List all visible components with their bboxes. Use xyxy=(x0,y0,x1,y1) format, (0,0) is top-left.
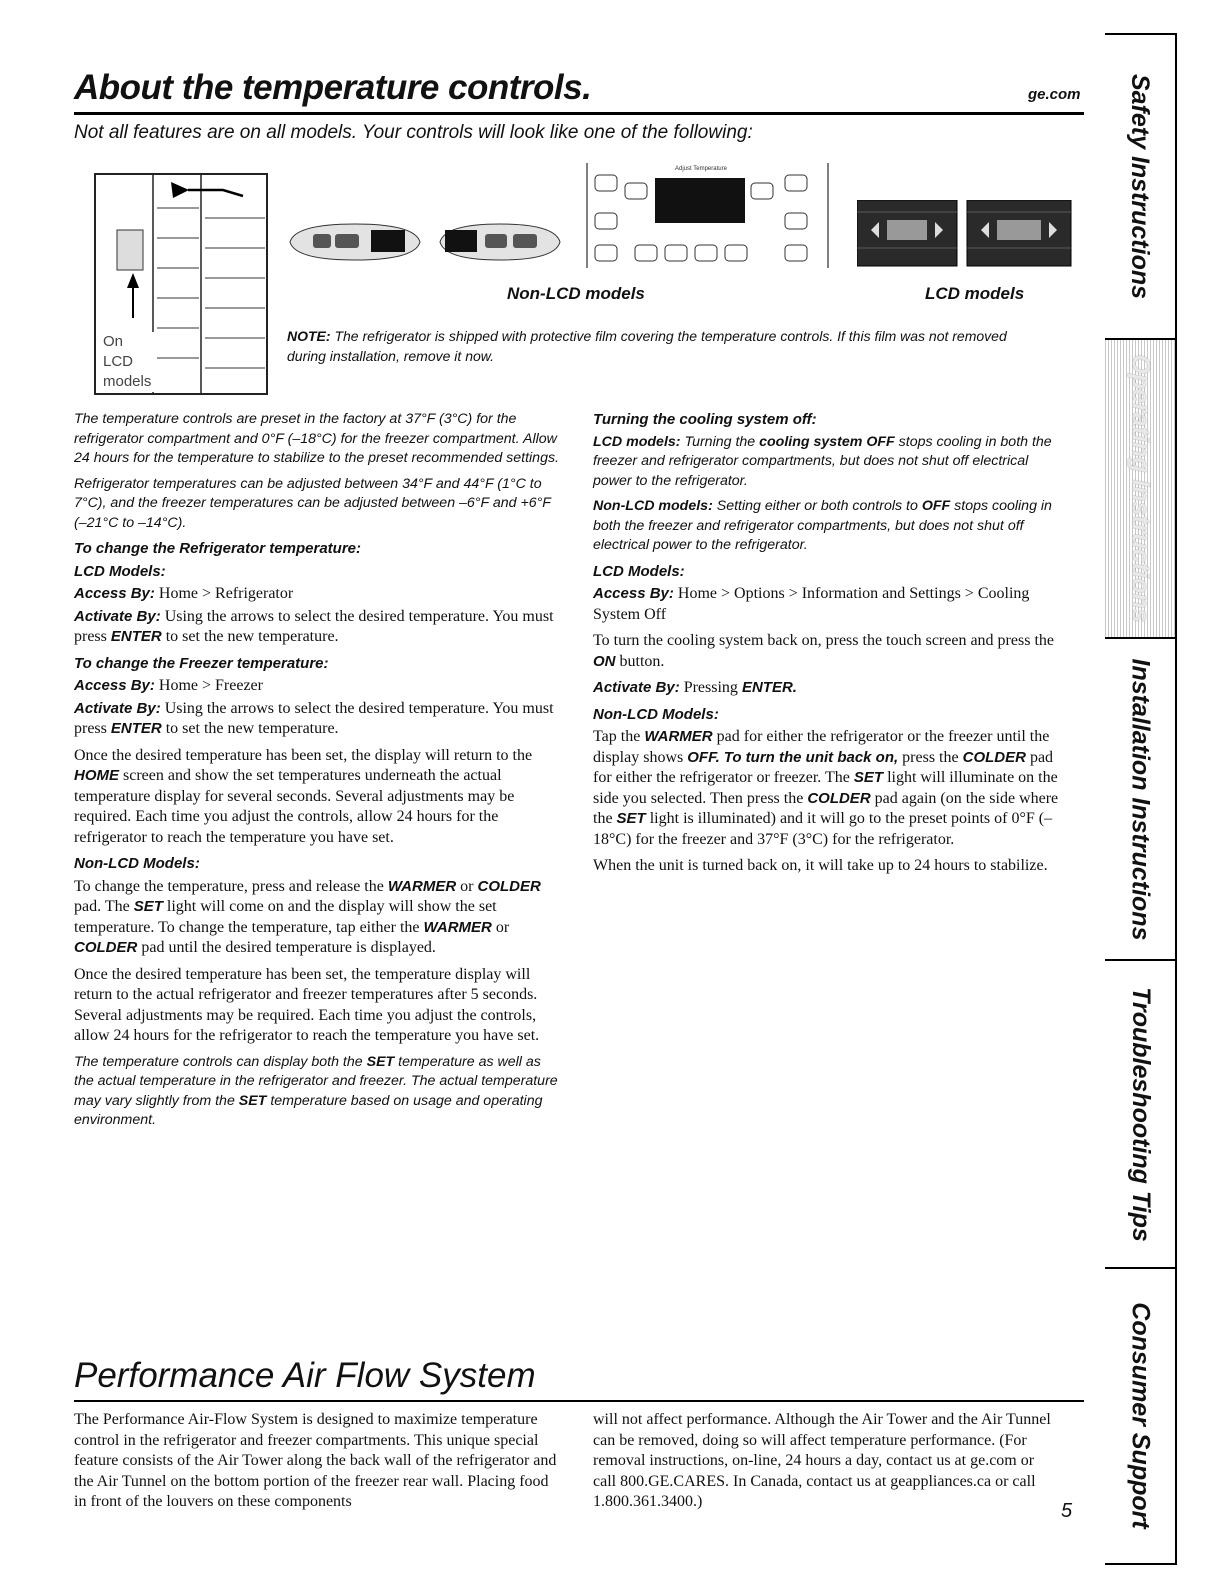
tab-label: Installation Instructions xyxy=(1126,658,1155,940)
tab-label: Operating Instructions xyxy=(1126,354,1155,623)
site-link[interactable]: ge.com xyxy=(1028,86,1081,103)
tab-safety-instructions[interactable] xyxy=(1105,35,1175,340)
home-key: HOME xyxy=(74,767,119,784)
non-lcd-label: Non-LCD models xyxy=(507,284,645,303)
pad-again-text: pad again (on the side where the xyxy=(593,789,1059,827)
colder-key: COLDER xyxy=(807,789,871,807)
on-key: ON xyxy=(593,652,616,670)
enter-key: ENTER xyxy=(110,628,162,645)
performance-rule xyxy=(74,1400,1084,1402)
non-lcd-text-a: To change the temperature, press and release the xyxy=(74,877,384,895)
performance-left: The Performance Air-Flow System is designed to maximize temperature control in the refrigerator and freezer compartments. This unique special feature consists of the Air Tower along the back wall of the refrigerator and the Air Tunnel on the bottom portion of the freezer rear wall. Placing food in front of the louvers on these components xyxy=(74,1411,557,1510)
non-lcd-panel-left xyxy=(285,220,425,265)
non-lcd-panel-right xyxy=(435,220,565,265)
note xyxy=(287,326,1047,366)
preset-text: light is illuminated) and it will go to the preset points of 0°F (–18°C) for the freezer and 37°F (3°C) for the refrigerator. xyxy=(593,810,1053,848)
note-text: The refrigerator is shipped with protective film covering the temperature controls. If this film was not removed during installation, remove it now. xyxy=(287,328,1007,364)
dispenser-panel xyxy=(585,163,830,268)
activate-by-label: Activate By: xyxy=(74,699,161,717)
cooling-off-key: cooling system OFF xyxy=(759,433,895,450)
tab-label: Safety Instructions xyxy=(1126,73,1155,300)
access-cooling-off: Home > Options > Information and Settings > Cooling System Off xyxy=(593,585,1030,623)
once-text-a: Once the desired temperature has been set, the display will return to the xyxy=(74,746,533,764)
final-text-a: The temperature controls can display both the xyxy=(74,1053,363,1070)
tab-troubleshooting-tips[interactable] xyxy=(1105,961,1175,1269)
lcd-label: LCD models xyxy=(925,284,1025,303)
tab-label: Consumer Support xyxy=(1126,1301,1155,1529)
lcd-models-label: LCD Models: xyxy=(74,562,166,580)
performance-title: Performance Air Flow System xyxy=(74,1356,536,1395)
colder-key: COLDER xyxy=(962,748,1026,766)
access-by-label: Access By: xyxy=(74,585,155,602)
final-text-c: temperature based on usage and operating environment. xyxy=(74,1092,543,1128)
non-lcd-models-label: Non-LCD Models: xyxy=(74,855,200,872)
subtitle: Not all features are on all models. Your controls will look like one of the following: xyxy=(74,122,753,143)
activate-text: Using the arrows to select the desired temperature. You must press xyxy=(74,699,554,737)
or-text: or xyxy=(460,877,474,895)
non-lcd-models-heading: Non-LCD Models: xyxy=(593,705,719,723)
non-lcd-text-a: Setting either or both controls to xyxy=(716,498,918,514)
turn-on-text-b: button. xyxy=(619,652,665,670)
warmer-key: WARMER xyxy=(423,918,492,936)
set-key: SET xyxy=(616,810,646,827)
heading-turning-off: Turning the cooling system off: xyxy=(593,411,817,428)
once-text-b: screen and show the set temperatures underneath the actual temperature display for several seconds. Several adjustments may be required. Each time you adjust the controls, allow 24 hours for the refrigerator to reach the temperature you have set. xyxy=(74,767,515,846)
set-key: SET xyxy=(133,898,163,915)
lcd-screens xyxy=(857,200,1077,268)
colder-key: COLDER xyxy=(74,939,138,956)
activate-text: Using the arrows to select the desired temperature. You must press xyxy=(74,607,554,645)
warmer-key: WARMER xyxy=(387,877,457,895)
enter-key: ENTER xyxy=(110,720,162,737)
panel-title: Adjust Temperature xyxy=(675,166,727,172)
tab-consumer-support[interactable] xyxy=(1105,1269,1175,1561)
access-by-label: Access By: xyxy=(593,585,674,602)
title-rule xyxy=(74,112,1084,115)
access-refrigerator: Home > Refrigerator xyxy=(158,585,294,602)
warmer-key: WARMER xyxy=(644,728,713,745)
once-text-2: Once the desired temperature has been set, the temperature display will return to the actual refrigerator and freezer temperatures after 5 seconds. Several adjustments may be required. Each time you adjust the controls, allow 24 hours for the refrigerator to reach the temperature you have set. xyxy=(74,965,540,1044)
press-text-b: pad for either the refrigerator or freezer. The xyxy=(593,748,1054,786)
right-column xyxy=(593,410,1068,883)
page-number: 5 xyxy=(1061,1500,1073,1522)
access-by-label: Access By: xyxy=(74,677,155,694)
intro-range: Refrigerator temperatures can be adjusted between 34°F and 44°F (1°C to 7°C), and the freezer temperatures can be adjusted between –6°F and +6°F (–21°C to –14°C). xyxy=(74,475,551,531)
fridge-label: On LCD models xyxy=(103,332,155,392)
intro-preset: The temperature controls are preset in the factory at 37°F (3°C) for the refrigerator compartment and 0°F (–18°C) for the freezer compartment. Allow 24 hours for the temperature to stabilize to the preset recommended settings. xyxy=(74,411,560,466)
colder-key: COLDER xyxy=(477,877,541,895)
lcd-text-a: Turning the xyxy=(684,433,756,450)
turn-back-on: To turn the unit back on, xyxy=(723,748,899,766)
non-lcd-text-c: light will come on and the display will show the set temperature. To change the temperature, tap either the xyxy=(74,898,497,936)
tap-text-b: pad for either the refrigerator or the freezer until the display shows xyxy=(593,728,1050,766)
final-text-b: temperature as well as the actual temperature in the refrigerator and freezer. The actual temperature may vary slightly from the xyxy=(74,1053,558,1109)
set-key: SET xyxy=(853,769,884,786)
off-key: OFF. xyxy=(687,748,720,766)
tap-text: Tap the xyxy=(593,728,641,745)
lcd-models-heading: LCD Models: xyxy=(593,562,685,580)
note-label: NOTE: xyxy=(287,328,331,344)
non-lcd-models-label: Non-LCD models: xyxy=(593,498,713,514)
turn-on-text-a: To turn the cooling system back on, press the touch screen and press the xyxy=(593,632,1054,649)
tab-label: Troubleshooting Tips xyxy=(1126,986,1155,1242)
activate-by-label: Activate By: xyxy=(593,679,680,696)
non-lcd-text-b: stops cooling in both the freezer and refrigerator compartments, but does not shut off electrical power to the refrigerator. xyxy=(593,498,1052,553)
heading-freezer: To change the Freezer temperature: xyxy=(74,654,329,672)
activate-by-label: Activate By: xyxy=(74,607,161,625)
heading-refrigerator: To change the Refrigerator temperature: xyxy=(74,540,361,557)
lcd-text-b: stops cooling in both the freezer and refrigerator compartments, but does not shut off electrical power to the refrigerator. xyxy=(593,433,1052,489)
set-key: SET xyxy=(238,1092,267,1109)
page-title: About the temperature controls. xyxy=(74,68,592,107)
non-lcd-text-d: pad until the desired temperature is displayed. xyxy=(141,939,436,956)
off-key: OFF xyxy=(921,498,951,514)
pressing-text: Pressing xyxy=(683,679,738,696)
stabilize-text: When the unit is turned back on, it will take up to 24 hours to stabilize. xyxy=(593,857,1048,874)
activate-text-end: to set the new temperature. xyxy=(165,628,339,645)
activate-text-end: to set the new temperature. xyxy=(165,720,339,737)
press-text: press the xyxy=(902,748,959,766)
tab-operating-instructions[interactable] xyxy=(1105,340,1175,639)
performance-right: will not affect performance. Although the Air Tower and the Air Tunnel can be removed, doing so will affect temperature performance. (For removal instructions, on-line, 24 hours a day, contact us at ge.com or call 800.GE.CARES. In Canada, contact us at geappliances.ca or call 1.800.361.3400.) xyxy=(593,1411,1051,1510)
non-lcd-text-b: pad. The xyxy=(74,898,130,915)
left-column xyxy=(74,410,564,1137)
tab-installation-instructions[interactable] xyxy=(1105,639,1175,961)
illuminate-text: light will illuminate on the side you selected. Then press the xyxy=(593,769,1058,807)
set-key: SET xyxy=(366,1053,395,1070)
access-freezer: Home > Freezer xyxy=(158,677,263,694)
section-tabs xyxy=(1105,33,1177,1565)
or-text: or xyxy=(495,918,510,936)
lcd-models-label: LCD models: xyxy=(593,433,681,450)
enter-key: ENTER. xyxy=(741,679,797,696)
